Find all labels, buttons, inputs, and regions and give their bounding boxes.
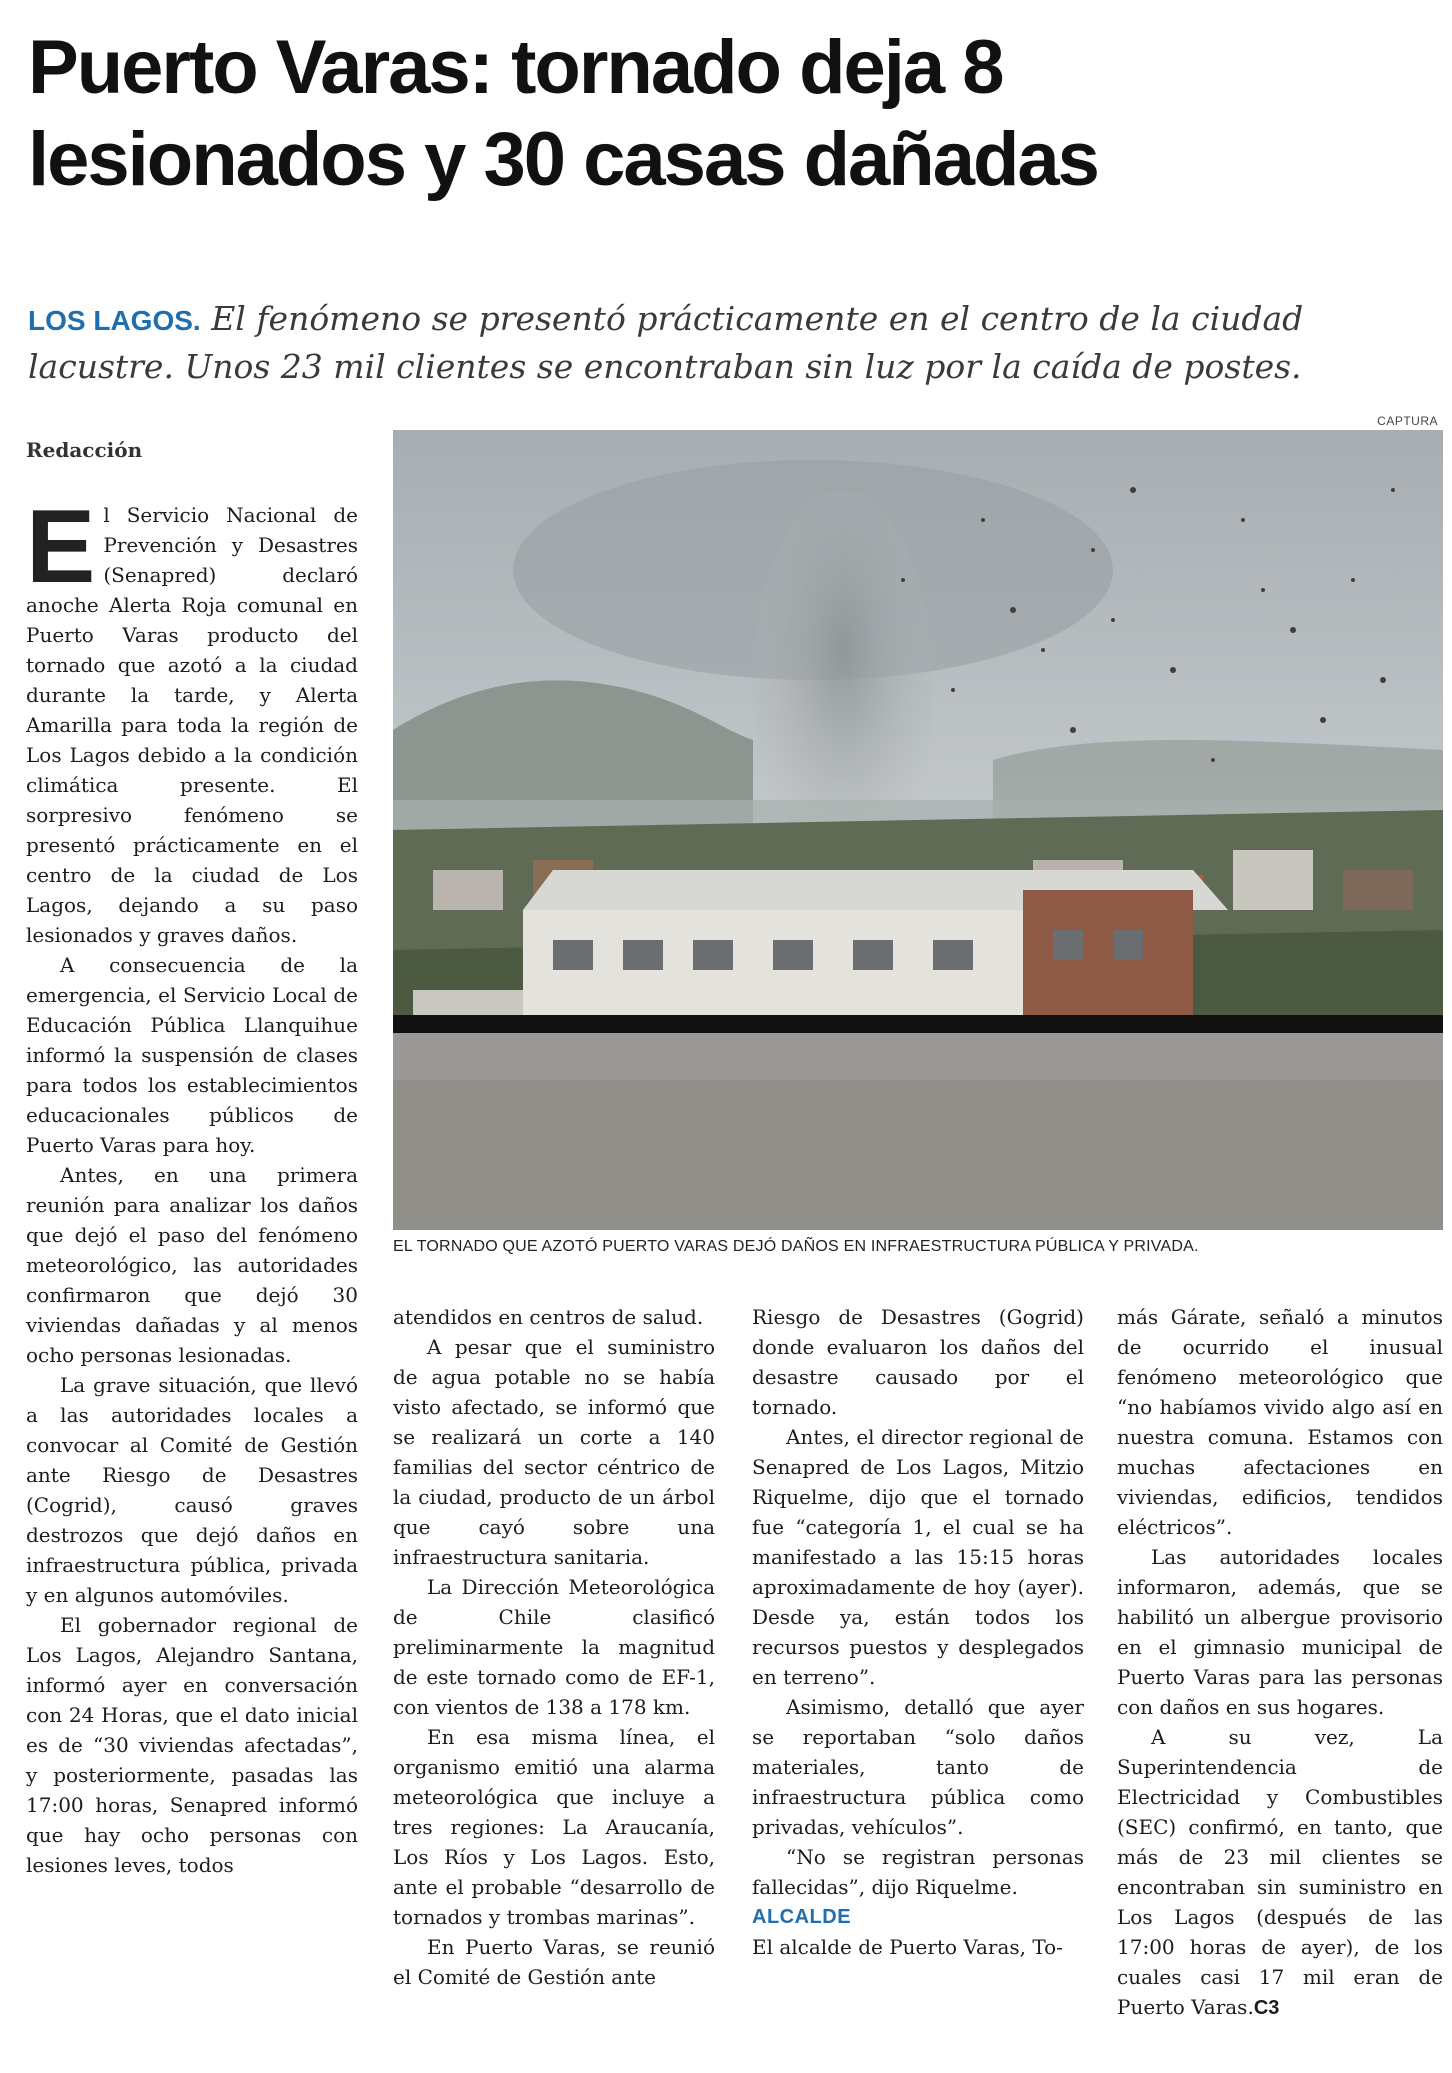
article-column-3 (752, 1302, 1084, 1962)
photo-credit: CAPTURA (1377, 414, 1438, 428)
article-column-1 (26, 489, 358, 1880)
paragraph: Antes, en una primera reunión para analizar los daños que dejó el paso del fenómeno meteorológico, las autoridades confirmaron que dejó 30 viviendas dañadas y al menos ocho personas lesionadas. (26, 1163, 358, 1367)
drop-cap: E (26, 489, 96, 605)
paragraph: El gobernador regional de Los Lagos, Alejandro Santana, informó ayer en conversación con 24 Horas, que el dato inicial es de “30 viviendas afectadas”, y posteriormente, pasadas las 17:00 horas, Senapred informó que hay ocho personas con lesiones leves, todos (26, 1613, 358, 1877)
article-column-4 (1117, 1302, 1443, 2023)
tornado-photo-illustration (393, 430, 1443, 1230)
paragraph: La grave situación, que llevó a las autoridades locales a convocar al Comité de Gestión ante Riesgo de Desastres (Cogrid), causó graves destrozos que dejó daños en infraestructura pública, privada y en algunos automóviles. (26, 1373, 358, 1607)
paragraph: atendidos en centros de salud. (393, 1305, 704, 1329)
headline (28, 22, 1428, 206)
paragraph: A pesar que el suministro de agua potable no se había visto afectado, se informó que se realizará un corte a 140 familias del sector céntrico de la ciudad, producto de un árbol que cayó sobre una infraestructura sanitaria. (393, 1335, 715, 1569)
deck (28, 296, 1418, 390)
headline-line-1: Puerto Varas: tornado deja 8 (28, 25, 1003, 110)
paragraph: “No se registran personas fallecidas”, dijo Riquelme. (752, 1845, 1084, 1899)
photo-caption: EL TORNADO QUE AZOTÓ PUERTO VARAS DEJÓ DAÑOS EN INFRAESTRUCTURA PÚBLICA Y PRIVADA. (393, 1238, 1199, 1255)
deck-text: El fenómeno se presentó prácticamente en el centro de la ciudad lacustre. Unos 23 mil clientes se encontraban sin luz por la caída de postes. (28, 299, 1304, 386)
paragraph: Riesgo de Desastres (Gogrid) donde evaluaron los daños del desastre causado por el tornado. (752, 1305, 1084, 1419)
headline-line-2: lesionados y 30 casas dañadas (28, 117, 1098, 202)
paragraph: El alcalde de Puerto Varas, To- (752, 1935, 1063, 1959)
paragraph: A consecuencia de la emergencia, el Servicio Local de Educación Pública Llanquihue informó la suspensión de clases para todos los establecimientos educacionales públicos de Puerto Varas para hoy. (26, 953, 358, 1157)
section-subhead: ALCALDE (752, 1906, 852, 1928)
end-mark: C3 (1253, 1997, 1280, 2019)
paragraph: A su vez, La Superintendencia de Electricidad y Combustibles (SEC) confirmó, en tanto, que más de 23 mil clientes se encontraban sin suministro en Los Lagos (después de las 17:00 horas de ayer), de los cuales casi 17 mil eran de Puerto Varas.C3 (1117, 1725, 1443, 2019)
paragraph: Las autoridades locales informaron, además, que se habilitó un albergue provisorio en el gimnasio municipal de Puerto Varas para las personas con daños en sus hogares. (1117, 1545, 1443, 1719)
paragraph: En esa misma línea, el organismo emitió una alarma meteorológica que incluye a tres regiones: La Araucanía, Los Ríos y Los Lagos. Esto, ante el probable “desarrollo de tornados y trombas marinas”. (393, 1725, 715, 1929)
deck-kicker: LOS LAGOS. (28, 305, 201, 336)
paragraph: más Gárate, señaló a minutos de ocurrido el inusual fenómeno meteorológico que “no habíamos vivido algo así en nuestra comuna. Estamos con muchas afectaciones en viviendas, edificios, tendidos eléctricos”. (1117, 1305, 1443, 1539)
paragraph: En Puerto Varas, se reunió el Comité de Gestión ante (393, 1935, 715, 1989)
tornado-photo (393, 430, 1443, 1230)
paragraph: El Servicio Nacional de Prevención y Desastres (Senapred) declaró anoche Alerta Roja comunal en Puerto Varas producto del tornado que azotó a la ciudad durante la tarde, y Alerta Amarilla para toda la región de Los Lagos debido a la condición climática presente. El sorpresivo fenómeno se presentó prácticamente en el centro de la ciudad de Los Lagos, dejando a su paso lesionados y graves daños. (26, 489, 358, 947)
paragraph: Asimismo, detalló que ayer se reportaban “solo daños materiales, tanto de infraestructura pública como privadas, vehículos”. (752, 1695, 1084, 1839)
byline: Redacción (26, 438, 143, 462)
paragraph: La Dirección Meteorológica de Chile clasificó preliminarmente la magnitud de este tornado como de EF-1, con vientos de 138 a 178 km. (393, 1575, 715, 1719)
paragraph: Antes, el director regional de Senapred de Los Lagos, Mitzio Riquelme, dijo que el tornado fue “categoría 1, el cual se ha manifestado a las 15:15 horas aproximadamente de hoy (ayer). Desde ya, están todos los recursos puestos y desplegados en terreno”. (752, 1425, 1084, 1689)
article-column-2 (393, 1302, 715, 1992)
